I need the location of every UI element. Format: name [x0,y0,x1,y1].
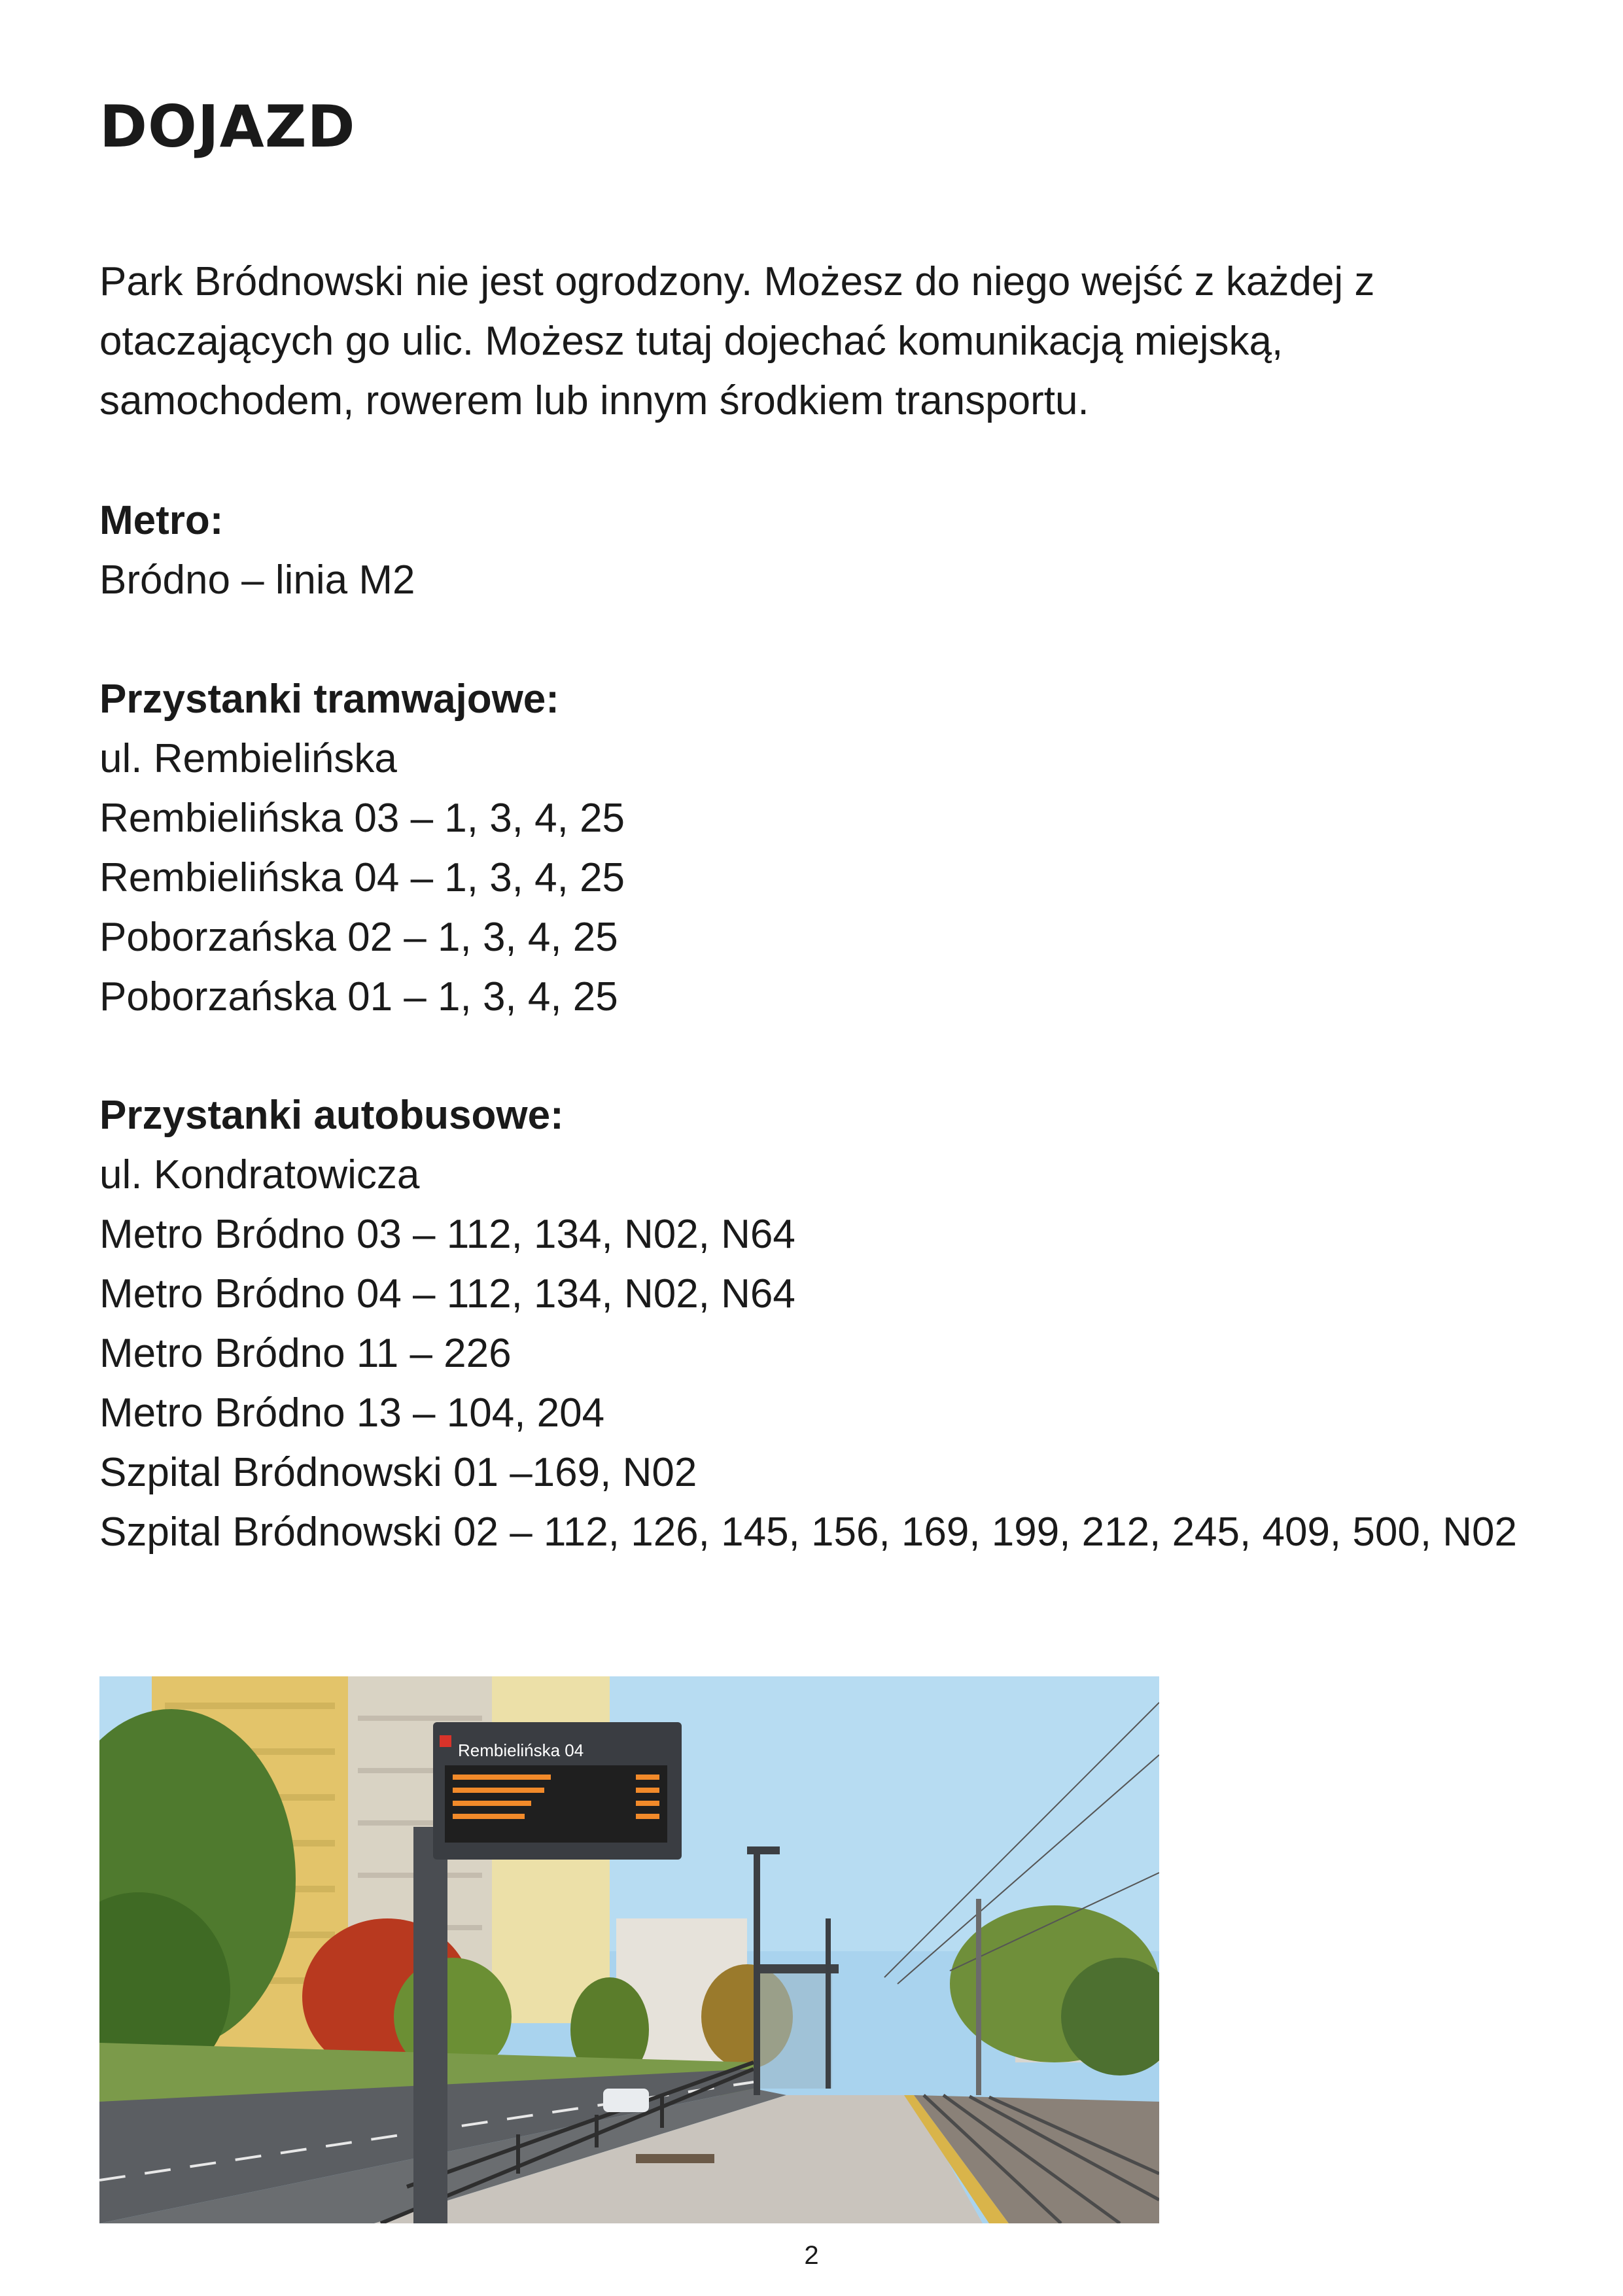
page-number: 2 [804,2241,819,2270]
tram-street: ul. Rembielińska [99,736,397,781]
tram-stop: Rembielińska 03 – 1, 3, 4, 25 [99,796,625,841]
bus-stop: Metro Bródno 11 – 226 [99,1331,512,1376]
bus-section [99,1086,1526,1562]
metro-section [99,491,1526,610]
tram-section [99,669,1526,1027]
page-title: DOJAZD [99,93,356,160]
bus-street: ul. Kondratowicza [99,1152,420,1197]
bus-stop: Metro Bródno 03 – 112, 134, N02, N64 [99,1212,795,1257]
intro-paragraph: Park Bródnowski nie jest ogrodzony. Możesz do niego wejść z każdej z otaczających go ulic. Możesz tutaj dojechać komunikacją miejską, samochodem, rowerem lub innym środkiem transportu. [99,259,1375,423]
bus-stop: Metro Bródno 04 – 112, 134, N02, N64 [99,1271,795,1316]
metro-heading: Metro: [99,498,224,543]
bus-stop: Metro Bródno 13 – 104, 204 [99,1390,605,1436]
bus-stop: Szpital Bródnowski 01 –169, N02 [99,1450,697,1495]
bus-heading: Przystanki autobusowe: [99,1093,564,1138]
tram-stop: Rembielińska 04 – 1, 3, 4, 25 [99,855,625,900]
bus-stop: Szpital Bródnowski 02 – 112, 126, 145, 156, 169, 199, 212, 245, 409, 500, N02 [99,1510,1518,1555]
tram-stop-photo [99,1676,1159,2223]
tram-stop: Poborzańska 02 – 1, 3, 4, 25 [99,915,618,960]
metro-line: Bródno – linia M2 [99,557,415,603]
sign-title: Rembielińska 04 [458,1740,584,1760]
tram-heading: Przystanki tramwajowe: [99,677,559,722]
tram-stop: Poborzańska 01 – 1, 3, 4, 25 [99,974,618,1019]
page-content [99,93,1526,1555]
